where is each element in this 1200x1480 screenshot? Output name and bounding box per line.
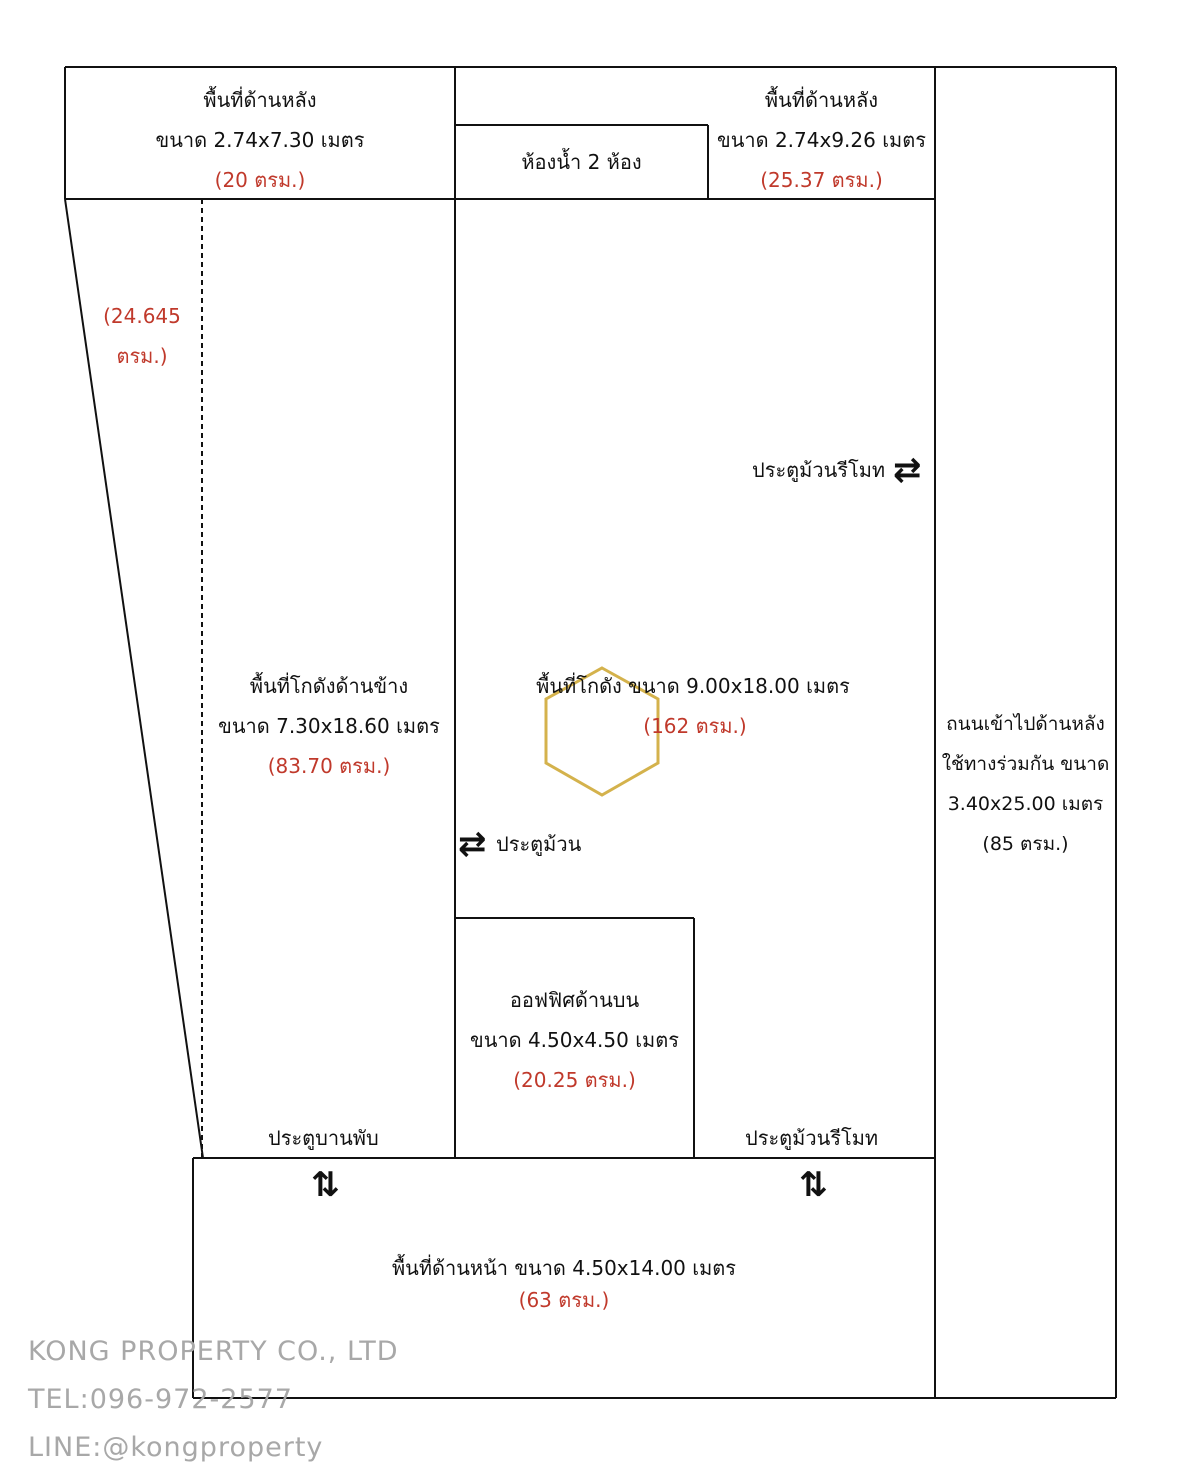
main-warehouse-area: (162 ตรม.) (643, 714, 747, 738)
rear-right-size: ขนาด 2.74x9.26 เมตร (717, 128, 926, 152)
front-area: (63 ตรม.) (518, 1288, 610, 1312)
office-size: ขนาด 4.50x4.50 เมตร (470, 1028, 679, 1052)
wedge-area-label (90, 296, 194, 376)
door-remote-right-label: ประตูม้วนรีโมท (752, 458, 886, 482)
side-warehouse-area: (83.70 ตรม.) (267, 754, 391, 778)
front-label (193, 1252, 935, 1316)
rear-left-label (65, 80, 455, 200)
side-warehouse-label (203, 666, 455, 786)
watermark-company: KONG PROPERTY CO., LTD (28, 1336, 399, 1367)
road-line3: 3.40x25.00 เมตร (947, 793, 1104, 815)
rear-right-title: พื้นที่ด้านหลัง (764, 88, 879, 112)
rear-right-label (708, 80, 935, 200)
door-remote-front-label: ประตูม้วนรีโมท (745, 1126, 879, 1150)
main-warehouse-label (488, 666, 898, 746)
watermark-tel: TEL:096-972-2577 (28, 1384, 293, 1415)
wedge-area-line1: (24.645 (103, 304, 181, 328)
side-warehouse-size: ขนาด 7.30x18.60 เมตร (218, 714, 440, 738)
main-warehouse-title: พื้นที่โกดัง ขนาด 9.00x18.00 เมตร (536, 674, 850, 698)
swap-vertical-icon: ⇅ (799, 1165, 828, 1205)
swap-horizontal-icon: ⇄ (893, 450, 922, 490)
side-warehouse-title: พื้นที่โกดังด้านข้าง (249, 674, 409, 698)
door-hinged-label: ประตูบานพับ (268, 1126, 379, 1150)
swap-horizontal-icon: ⇄ (458, 824, 487, 864)
rear-right-area: (25.37 ตรม.) (760, 168, 883, 192)
rear-left-size: ขนาด 2.74x7.30 เมตร (155, 128, 365, 152)
office-label (455, 980, 694, 1100)
front-title: พื้นที่ด้านหน้า ขนาด 4.50x14.00 เมตร (391, 1256, 737, 1280)
bathroom-label: ห้องน้ำ 2 ห้อง (521, 150, 642, 174)
office-title: ออฟฟิศด้านบน (509, 988, 640, 1012)
rear-left-area: (20 ตรม.) (214, 168, 306, 192)
swap-vertical-icon: ⇅ (311, 1165, 340, 1205)
road-line1: ถนนเข้าไปด้านหลัง (946, 713, 1105, 735)
office-area: (20.25 ตรม.) (513, 1068, 636, 1092)
road-line4: (85 ตรม.) (982, 833, 1069, 855)
road-line2: ใช้ทางร่วมกัน ขนาด (941, 753, 1110, 775)
wedge-area-line2: ตรม.) (116, 344, 168, 368)
road-label (935, 704, 1116, 864)
watermark-line: LINE:@kongproperty (28, 1432, 324, 1463)
rear-left-title: พื้นที่ด้านหลัง (203, 88, 317, 112)
door-roller-inner-label: ประตูม้วน (496, 832, 582, 856)
